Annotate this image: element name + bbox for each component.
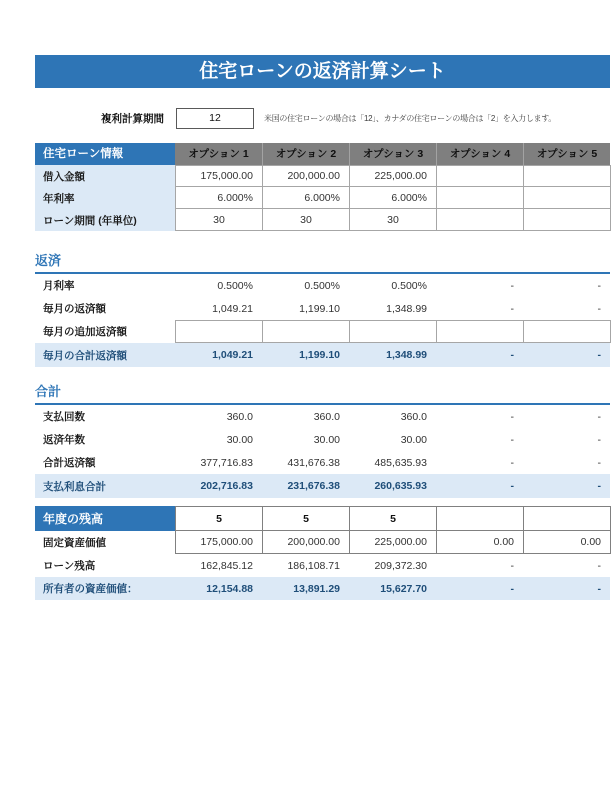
table-row	[35, 187, 610, 209]
table-row	[35, 320, 610, 343]
compound-period-row	[35, 107, 610, 129]
table-row	[35, 274, 610, 297]
value-cell: -	[597, 433, 601, 446]
row-values	[175, 165, 611, 187]
table-row	[35, 531, 610, 554]
input-cell[interactable]	[524, 166, 611, 187]
input-cell[interactable]: 30	[263, 209, 350, 231]
value-cell: 202,716.83	[200, 480, 253, 492]
row-label: 月利率	[43, 280, 75, 292]
table-row	[35, 554, 610, 577]
value-cell: -	[597, 559, 601, 572]
value-cell: -	[510, 456, 514, 469]
input-cell[interactable]: 200,000.00	[263, 531, 350, 554]
value-cell: 162,845.12	[200, 559, 253, 572]
value-cell: 1,199.10	[299, 302, 340, 315]
row-label: 合計返済額	[43, 457, 96, 469]
input-cell[interactable]: 200,000.00	[263, 166, 350, 187]
input-cell[interactable]: 6.000%	[176, 187, 263, 209]
value-cell: -	[597, 349, 601, 361]
balance-year-cell[interactable]: 5	[176, 507, 263, 531]
value-cell: 360.0	[226, 410, 253, 423]
input-cell[interactable]	[437, 321, 524, 343]
worksheet	[35, 0, 610, 600]
row-values	[175, 428, 610, 451]
table-row	[35, 451, 610, 474]
input-cell[interactable]: 225,000.00	[350, 166, 437, 187]
table-row	[35, 165, 610, 187]
input-cell[interactable]	[176, 321, 263, 343]
input-cell[interactable]	[437, 166, 524, 187]
page-title: 住宅ローンの返済計算シート	[35, 55, 610, 88]
value-cell: 1,199.10	[299, 349, 340, 361]
balance-year-values	[175, 506, 611, 531]
value-cell: 0.500%	[217, 279, 253, 292]
value-cell: 30.00	[400, 433, 427, 446]
row-label: 年利率	[35, 187, 175, 209]
value-cell: 30.00	[226, 433, 253, 446]
value-cell: -	[597, 456, 601, 469]
row-values	[175, 274, 610, 297]
input-cell[interactable]: 175,000.00	[176, 531, 263, 554]
value-cell: 485,635.93	[374, 456, 427, 469]
row-values	[175, 343, 610, 367]
option-column-header: オプション 5	[523, 143, 610, 165]
value-cell: -	[510, 349, 514, 361]
balance-year-cell[interactable]: 5	[350, 507, 437, 531]
input-cell[interactable]	[437, 187, 524, 209]
balance-year-cell[interactable]	[524, 507, 611, 531]
section-header	[35, 381, 610, 405]
value-cell: 0.500%	[391, 279, 427, 292]
section-total	[35, 381, 610, 498]
value-cell: 1,348.99	[386, 302, 427, 315]
input-cell[interactable]: 175,000.00	[176, 166, 263, 187]
value-cell: -	[510, 302, 514, 315]
value-cell: -	[597, 410, 601, 423]
value-cell: -	[510, 279, 514, 292]
value-cell: 431,676.38	[287, 456, 340, 469]
compound-period-note: 米国の住宅ローンの場合は「12」、カナダの住宅ローンの場合は「2」を入力します。	[264, 113, 556, 123]
row-values	[175, 187, 611, 209]
option-column-header: オプション 1	[188, 148, 249, 160]
row-values	[175, 451, 610, 474]
table-row-total	[35, 474, 610, 498]
section-repayment	[35, 250, 610, 367]
value-cell: -	[597, 480, 601, 492]
row-values	[175, 297, 610, 320]
table-row-total	[35, 577, 610, 600]
option-column-header: オプション 4	[436, 143, 523, 165]
value-cell: -	[597, 279, 601, 292]
input-cell[interactable]: 30	[176, 209, 263, 231]
option-headers	[175, 143, 610, 165]
row-values	[175, 209, 611, 231]
input-cell[interactable]: 225,000.00	[350, 531, 437, 554]
row-label: 支払利息合計	[43, 480, 106, 493]
compound-period-label: 複利計算期間	[101, 112, 164, 125]
row-values	[175, 554, 610, 577]
section-title-repayment: 返済	[35, 253, 62, 268]
row-values	[175, 531, 611, 554]
option-column-header: オプション 2	[262, 143, 349, 165]
input-cell[interactable]	[524, 321, 611, 343]
value-cell: 15,627.70	[380, 582, 427, 595]
value-cell: -	[510, 480, 514, 492]
compound-period-input[interactable]: 12	[176, 108, 254, 129]
row-label: 返済年数	[43, 434, 85, 446]
input-cell[interactable]: 0.00	[437, 531, 524, 554]
row-values	[175, 577, 610, 600]
input-cell[interactable]	[437, 209, 524, 231]
row-label: 支払回数	[43, 411, 85, 423]
section-header	[35, 250, 610, 274]
table-row	[35, 405, 610, 428]
value-cell: 0.500%	[304, 279, 340, 292]
row-values	[175, 474, 610, 498]
balance-header-row	[35, 506, 610, 531]
table-row	[35, 297, 610, 320]
row-label: 所有者の資産価値：	[43, 583, 138, 595]
value-cell: 377,716.83	[200, 456, 253, 469]
value-cell: -	[510, 559, 514, 572]
table-row	[35, 209, 610, 231]
row-values	[175, 320, 611, 343]
value-cell: -	[510, 582, 514, 595]
input-cell[interactable]	[524, 209, 611, 231]
row-values	[175, 405, 610, 428]
value-cell: -	[510, 433, 514, 446]
input-cell[interactable]	[524, 187, 611, 209]
value-cell: 186,108.71	[287, 559, 340, 572]
value-cell: 1,348.99	[386, 349, 427, 361]
loan-info-header-row	[35, 143, 610, 165]
value-cell: 1,049.21	[212, 349, 253, 361]
row-label: 借入金額	[35, 165, 175, 187]
balance-year-cell[interactable]	[437, 507, 524, 531]
loan-info-header-cell: 住宅ローン情報	[35, 143, 175, 165]
option-column-header: オプション 3	[349, 143, 436, 165]
row-label: ローン期間 (年単位)	[35, 209, 175, 231]
balance-header-cell: 年度の残高	[35, 506, 175, 531]
row-label: 毎月の追加返済額	[43, 326, 127, 338]
input-cell[interactable]: 0.00	[524, 531, 611, 554]
input-cell[interactable]: 6.000%	[350, 187, 437, 209]
row-label: 固定資産価値	[43, 537, 106, 549]
row-label: 毎月の合計返済額	[43, 349, 127, 362]
section-balance	[35, 506, 610, 600]
value-cell: 231,676.38	[287, 480, 340, 492]
input-cell[interactable]: 6.000%	[263, 187, 350, 209]
value-cell: 13,891.29	[293, 582, 340, 595]
value-cell: 360.0	[313, 410, 340, 423]
value-cell: 360.0	[400, 410, 427, 423]
value-cell: 12,154.88	[206, 582, 253, 595]
value-cell: 1,049.21	[212, 302, 253, 315]
table-row-total	[35, 343, 610, 367]
value-cell: -	[597, 582, 601, 595]
value-cell: 30.00	[313, 433, 340, 446]
input-cell[interactable]: 30	[350, 209, 437, 231]
value-cell: 260,635.93	[374, 480, 427, 492]
table-row	[35, 428, 610, 451]
value-cell: 209,372.30	[374, 559, 427, 572]
input-cell[interactable]	[350, 321, 437, 343]
section-title-total: 合計	[35, 384, 62, 399]
value-cell: -	[510, 410, 514, 423]
input-cell[interactable]	[263, 321, 350, 343]
row-label: 毎月の返済額	[43, 303, 106, 315]
balance-year-cell[interactable]: 5	[263, 507, 350, 531]
section-loan-info	[35, 143, 610, 231]
value-cell: -	[597, 302, 601, 315]
row-label: ローン残高	[43, 560, 96, 572]
